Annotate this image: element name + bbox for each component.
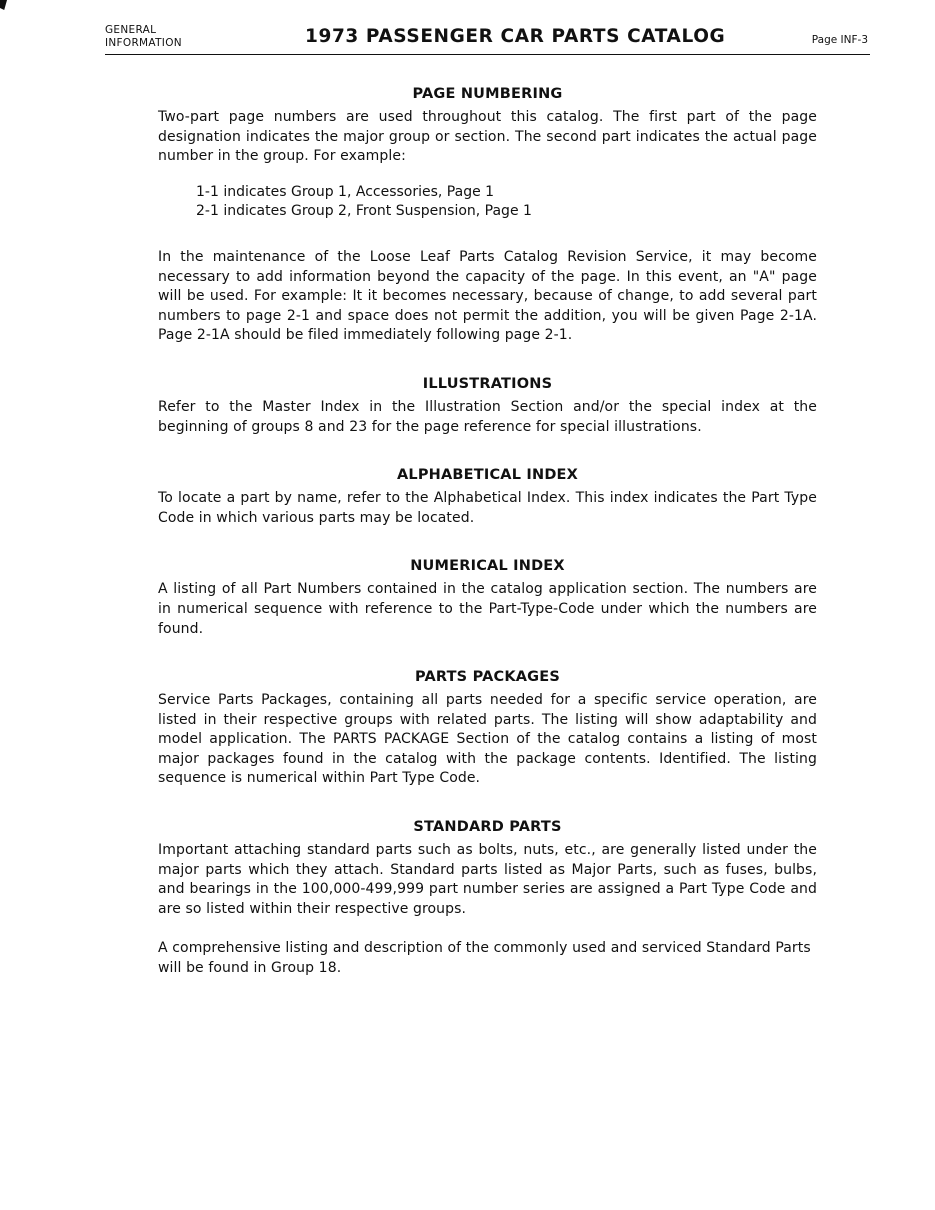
example-list — [196, 183, 817, 222]
section-alphabetical-index — [158, 467, 817, 528]
heading-numerical-index: NUMERICAL INDEX — [410, 558, 565, 575]
section-illustrations — [158, 376, 817, 437]
page-header — [105, 22, 870, 55]
section-numerical-index — [158, 558, 817, 639]
section-label — [105, 24, 182, 50]
section-standard-parts — [158, 819, 817, 979]
page-content — [158, 86, 817, 979]
heading-illustrations: ILLUSTRATIONS — [422, 375, 553, 392]
section-page-numbering — [158, 86, 817, 346]
section-parts-packages — [158, 669, 817, 789]
heading-alphabetical-index: ALPHABETICAL INDEX — [396, 467, 579, 484]
paragraph-parts-packages: Service Parts Packages, containing all parts needed for a specific service operation, are listed in their respective groups with related parts. The listing will show adaptability and model application. The PARTS PACKAGE Section of the catalog contains a listing of most major packages found in the catalog with the package contents. Identified. The listing sequence is numerical within Part Type Code. — [158, 692, 817, 787]
paragraph-standard-parts-intro: Important attaching standard parts such as bolts, nuts, etc., are generally listed under the major parts which they attach. Standard parts listed as Major Parts, such as fuses, bulbs, and bearings in the 100,000-499,999 part number series are assigned a Part Type Code and are so listed within their respective groups. — [158, 842, 817, 917]
paragraph-illustrations: Refer to the Master Index in the Illustration Section and/or the special index at the beginning of groups 8 and 23 for the page reference for special illustrations. — [158, 398, 817, 435]
page-number: Page INF-3 — [811, 34, 868, 46]
example-item: 2-1 indicates Group 2, Front Suspension, Page 1 — [196, 203, 532, 220]
paragraph-alphabetical-index: To locate a part by name, refer to the Alphabetical Index. This index indicates the Part Type Code in which various parts may be located. — [158, 490, 817, 526]
paragraph-standard-parts-group18: A comprehensive listing and description of the commonly used and serviced Standard Parts will be found in Group 18. — [158, 940, 811, 977]
paragraph-page-numbering-revision: In the maintenance of the Loose Leaf Parts Catalog Revision Service, it may become necessary to add information beyond the capacity of the page. In this event, an "A" page will be used. For example: It it becomes necessary, because of change, to add several part numbers to page 2-1 and space does not permit the addition, you will be given Page 2-1A. Page 2-1A should be filed immediately following page 2-1. — [158, 248, 817, 344]
paragraph-page-numbering-intro: Two-part page numbers are used throughout this catalog. The first part of the page designation indicates the major group or section. The second part indicates the actual page number in the group. For example: — [158, 109, 817, 165]
corner-scan-mark — [0, 0, 7, 10]
heading-standard-parts: STANDARD PARTS — [413, 819, 562, 836]
paragraph-numerical-index: A listing of all Part Numbers contained in the catalog application section. The numbers are in numerical sequence with reference to the Part-Type-Code under which the numbers are found. — [158, 581, 817, 637]
catalog-title: 1973 PASSENGER CAR PARTS CATALOG — [305, 26, 726, 47]
section-label-line1: GENERAL — [105, 24, 157, 36]
example-item: 1-1 indicates Group 1, Accessories, Page 1 — [196, 183, 495, 200]
section-label-line2: INFORMATION — [105, 37, 182, 49]
heading-parts-packages: PARTS PACKAGES — [414, 669, 561, 686]
heading-page-numbering: PAGE NUMBERING — [412, 86, 563, 102]
